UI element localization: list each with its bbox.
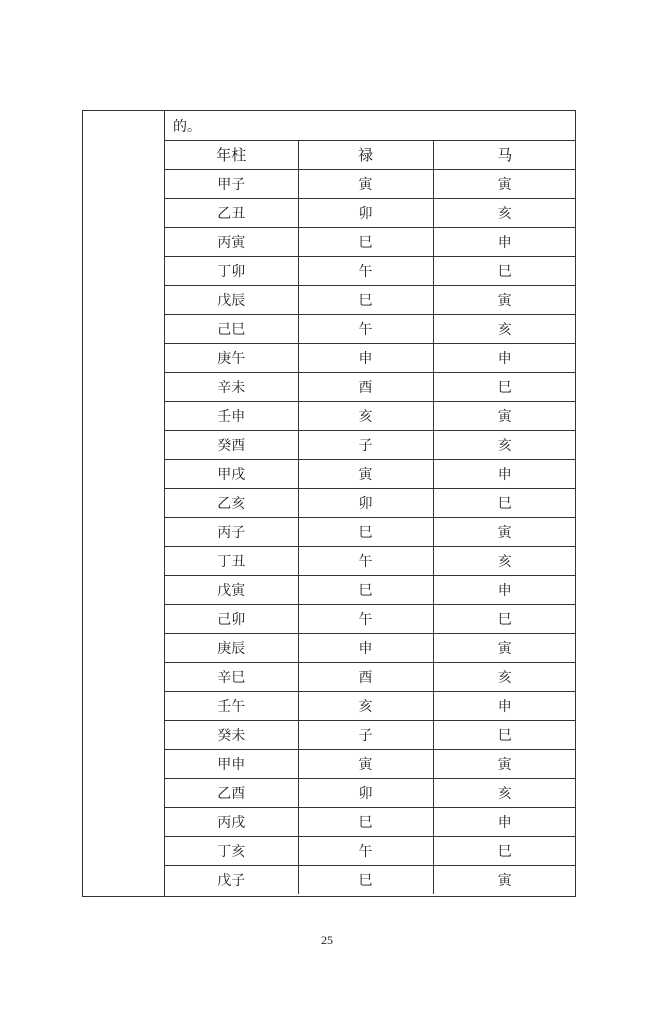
cell-ma: 申 [433, 691, 576, 720]
cell-ma: 巳 [433, 372, 576, 401]
table-row [165, 575, 576, 604]
cell-ma: 亥 [433, 430, 576, 459]
cell-lu: 午 [298, 256, 433, 285]
header-lu: 禄 [298, 141, 433, 169]
content-column [165, 111, 576, 896]
table-row [165, 372, 576, 401]
header-year-pillar: 年柱 [165, 141, 298, 169]
cell-lu: 酉 [298, 372, 433, 401]
cell-year-pillar: 己巳 [165, 314, 298, 343]
cell-ma: 申 [433, 343, 576, 372]
cell-ma: 寅 [433, 517, 576, 546]
cell-year-pillar: 丙寅 [165, 227, 298, 256]
cell-ma: 寅 [433, 633, 576, 662]
table-row [165, 749, 576, 778]
cell-ma: 亥 [433, 778, 576, 807]
cell-lu: 卯 [298, 778, 433, 807]
cell-year-pillar: 丁卯 [165, 256, 298, 285]
cell-ma: 申 [433, 227, 576, 256]
table-row [165, 169, 576, 198]
cell-ma: 亥 [433, 546, 576, 575]
table-row [165, 488, 576, 517]
cell-lu: 卯 [298, 488, 433, 517]
cell-year-pillar: 乙丑 [165, 198, 298, 227]
cell-ma: 寅 [433, 749, 576, 778]
cell-year-pillar: 甲申 [165, 749, 298, 778]
table-row [165, 604, 576, 633]
cell-ma: 巳 [433, 256, 576, 285]
table-row [165, 401, 576, 430]
cell-year-pillar: 癸未 [165, 720, 298, 749]
cell-year-pillar: 辛未 [165, 372, 298, 401]
table-row [165, 720, 576, 749]
cell-year-pillar: 己卯 [165, 604, 298, 633]
cell-ma: 亥 [433, 198, 576, 227]
table-row [165, 459, 576, 488]
table-row [165, 430, 576, 459]
cell-ma: 巳 [433, 720, 576, 749]
lu-ma-table [165, 141, 576, 894]
table-row [165, 691, 576, 720]
cell-ma: 亥 [433, 662, 576, 691]
table-row [165, 633, 576, 662]
cell-year-pillar: 甲子 [165, 169, 298, 198]
cell-lu: 午 [298, 546, 433, 575]
cell-ma: 寅 [433, 285, 576, 314]
cell-ma: 寅 [433, 169, 576, 198]
cell-lu: 巳 [298, 865, 433, 894]
table-body [165, 169, 576, 894]
table-row [165, 778, 576, 807]
page-number: 25 [321, 933, 333, 947]
cell-lu: 午 [298, 836, 433, 865]
cell-year-pillar: 乙酉 [165, 778, 298, 807]
cell-ma: 申 [433, 575, 576, 604]
cell-lu: 亥 [298, 691, 433, 720]
cell-ma: 申 [433, 807, 576, 836]
cell-lu: 巳 [298, 517, 433, 546]
left-empty-column [83, 111, 165, 896]
cell-year-pillar: 丙戌 [165, 807, 298, 836]
cell-lu: 巳 [298, 575, 433, 604]
cell-lu: 寅 [298, 749, 433, 778]
cell-lu: 寅 [298, 169, 433, 198]
cell-lu: 午 [298, 314, 433, 343]
cell-ma: 巳 [433, 836, 576, 865]
cell-lu: 巳 [298, 285, 433, 314]
table-row [165, 198, 576, 227]
cell-lu: 酉 [298, 662, 433, 691]
table-row [165, 256, 576, 285]
cell-year-pillar: 丁亥 [165, 836, 298, 865]
cell-year-pillar: 乙亥 [165, 488, 298, 517]
cell-year-pillar: 丁丑 [165, 546, 298, 575]
cell-year-pillar: 庚辰 [165, 633, 298, 662]
cell-lu: 寅 [298, 459, 433, 488]
cell-lu: 卯 [298, 198, 433, 227]
cell-year-pillar: 庚午 [165, 343, 298, 372]
cell-lu: 午 [298, 604, 433, 633]
cell-lu: 巳 [298, 807, 433, 836]
table-row [165, 227, 576, 256]
table-row [165, 662, 576, 691]
cell-year-pillar: 甲戌 [165, 459, 298, 488]
cell-ma: 寅 [433, 401, 576, 430]
table-header-row [165, 141, 576, 169]
cell-lu: 申 [298, 343, 433, 372]
intro-text: 的。 [165, 111, 576, 141]
cell-year-pillar: 癸酉 [165, 430, 298, 459]
table-row [165, 314, 576, 343]
table-row [165, 285, 576, 314]
cell-lu: 巳 [298, 227, 433, 256]
cell-year-pillar: 戊辰 [165, 285, 298, 314]
cell-ma: 亥 [433, 314, 576, 343]
header-ma: 马 [433, 141, 576, 169]
cell-year-pillar: 戊子 [165, 865, 298, 894]
cell-ma: 巳 [433, 604, 576, 633]
cell-ma: 巳 [433, 488, 576, 517]
cell-lu: 子 [298, 430, 433, 459]
table-row [165, 807, 576, 836]
table-row [165, 836, 576, 865]
table-row [165, 865, 576, 894]
table-row [165, 517, 576, 546]
cell-lu: 子 [298, 720, 433, 749]
cell-year-pillar: 壬申 [165, 401, 298, 430]
cell-year-pillar: 壬午 [165, 691, 298, 720]
cell-year-pillar: 辛巳 [165, 662, 298, 691]
cell-lu: 亥 [298, 401, 433, 430]
cell-lu: 申 [298, 633, 433, 662]
cell-year-pillar: 戊寅 [165, 575, 298, 604]
table-row [165, 546, 576, 575]
cell-year-pillar: 丙子 [165, 517, 298, 546]
cell-ma: 申 [433, 459, 576, 488]
table-row [165, 343, 576, 372]
cell-ma: 寅 [497, 872, 512, 889]
outer-table-frame [82, 110, 576, 897]
